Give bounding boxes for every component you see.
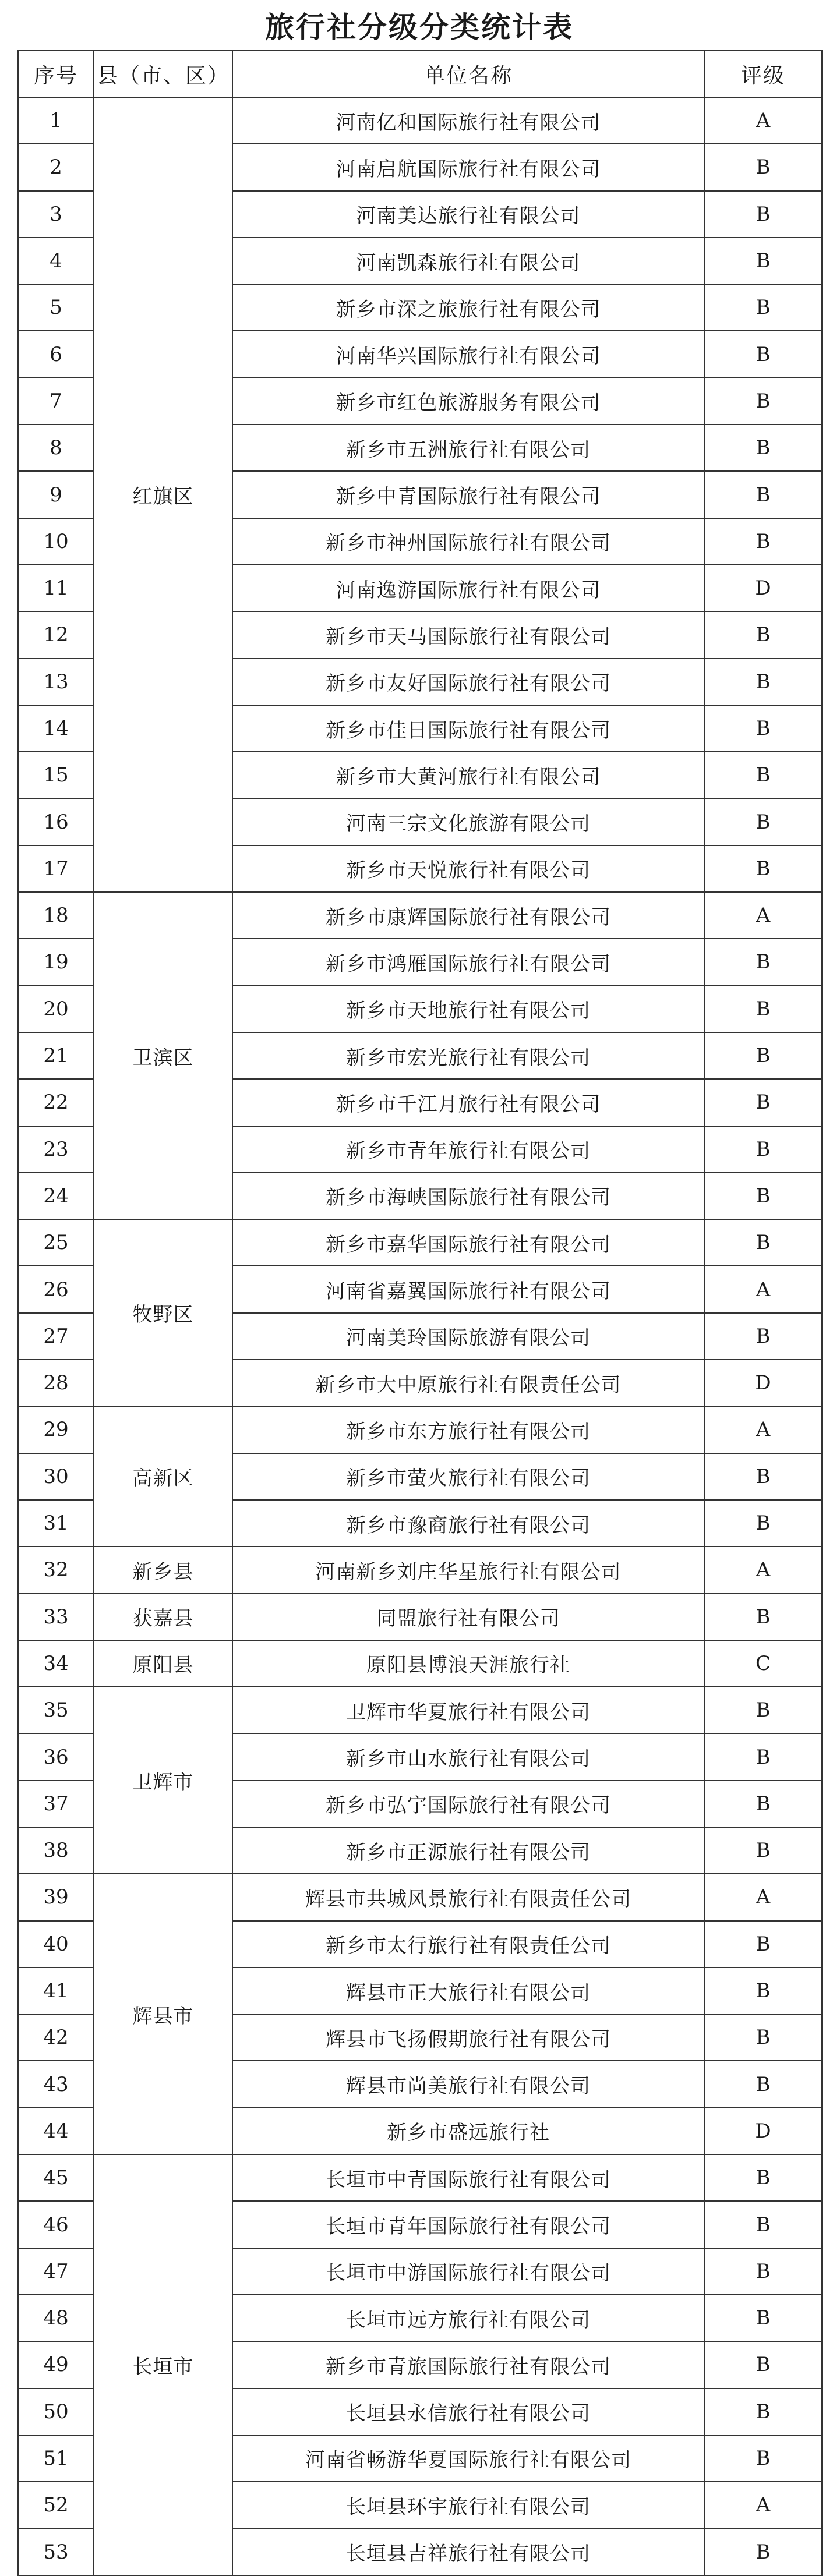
row-number: 19 (18, 939, 94, 985)
table-row (18, 2154, 822, 2201)
row-number: 26 (18, 1266, 94, 1312)
grade-cell: A (704, 892, 822, 939)
header-row (18, 51, 822, 97)
grade-cell: B (704, 1687, 822, 1733)
grade-cell: B (704, 1173, 822, 1219)
agency-name: 新乡市宏光旅行社有限公司 (232, 1032, 704, 1079)
agency-name: 卫辉市华夏旅行社有限公司 (232, 1687, 704, 1733)
agency-name: 长垣县环宇旅行社有限公司 (232, 2482, 704, 2528)
header-name: 单位名称 (232, 51, 704, 97)
county-cell: 新乡县 (94, 1547, 232, 1593)
row-number: 3 (18, 191, 94, 238)
table-row (18, 892, 822, 939)
table-row (18, 1874, 822, 1920)
county-cell: 原阳县 (94, 1640, 232, 1687)
row-number: 38 (18, 1827, 94, 1874)
county-cell: 长垣市 (94, 2154, 232, 2575)
grade-cell: B (704, 1733, 822, 1780)
grade-cell: B (704, 845, 822, 892)
row-number: 49 (18, 2341, 94, 2388)
grade-cell: C (704, 1640, 822, 1687)
county-cell: 牧野区 (94, 1219, 232, 1406)
grade-cell: B (704, 2248, 822, 2295)
agency-name: 新乡市千江月旅行社有限公司 (232, 1079, 704, 1126)
agency-name: 长垣县永信旅行社有限公司 (232, 2389, 704, 2435)
grade-cell: B (704, 1827, 822, 1874)
grade-cell: B (704, 1079, 822, 1126)
grade-cell: B (704, 2061, 822, 2107)
grade-cell: B (704, 2201, 822, 2248)
agency-name: 新乡市天悦旅行社有限公司 (232, 845, 704, 892)
table-title: 旅行社分级分类统计表 (265, 10, 574, 44)
row-number: 45 (18, 2154, 94, 2201)
grade-cell: B (704, 2528, 822, 2575)
row-number: 40 (18, 1921, 94, 1968)
grade-cell: B (704, 471, 822, 518)
agency-name: 河南省嘉翼国际旅行社有限公司 (232, 1266, 704, 1312)
table-row (18, 1640, 822, 1687)
agency-name: 新乡市五洲旅行社有限公司 (232, 424, 704, 471)
agency-name: 新乡市山水旅行社有限公司 (232, 1733, 704, 1780)
grade-cell: B (704, 1219, 822, 1266)
row-number: 28 (18, 1360, 94, 1406)
grade-cell: B (704, 611, 822, 658)
row-number: 11 (18, 565, 94, 611)
agency-name: 河南新乡刘庄华星旅行社有限公司 (232, 1547, 704, 1593)
agency-name: 新乡市正源旅行社有限公司 (232, 1827, 704, 1874)
row-number: 29 (18, 1406, 94, 1453)
agency-name: 新乡市大中原旅行社有限责任公司 (232, 1360, 704, 1406)
agency-name: 新乡市友好国际旅行社有限公司 (232, 659, 704, 705)
grade-cell: A (704, 2482, 822, 2528)
row-number: 1 (18, 97, 94, 144)
table-row (18, 1687, 822, 1733)
row-number: 44 (18, 2108, 94, 2154)
grade-cell: B (704, 378, 822, 424)
grade-cell: A (704, 1547, 822, 1593)
grade-cell: D (704, 565, 822, 611)
grade-cell: A (704, 97, 822, 144)
agency-name: 新乡市弘宇国际旅行社有限公司 (232, 1781, 704, 1827)
grade-cell: B (704, 2154, 822, 2201)
grade-cell: B (704, 518, 822, 565)
row-number: 16 (18, 798, 94, 845)
grade-cell: B (704, 424, 822, 471)
row-number: 15 (18, 752, 94, 798)
grade-cell: A (704, 1266, 822, 1312)
row-number: 24 (18, 1173, 94, 1219)
row-number: 22 (18, 1079, 94, 1126)
row-number: 5 (18, 284, 94, 331)
table-body (18, 97, 822, 2575)
table-header (18, 51, 822, 97)
grade-cell: B (704, 659, 822, 705)
table-row (18, 1547, 822, 1593)
agency-name: 同盟旅行社有限公司 (232, 1594, 704, 1640)
agency-name: 河南美玲国际旅游有限公司 (232, 1313, 704, 1360)
agency-name: 河南亿和国际旅行社有限公司 (232, 97, 704, 144)
row-number: 30 (18, 1453, 94, 1500)
agency-name: 新乡市康辉国际旅行社有限公司 (232, 892, 704, 939)
row-number: 21 (18, 1032, 94, 1079)
row-number: 4 (18, 238, 94, 284)
row-number: 9 (18, 471, 94, 518)
agency-name: 新乡市红色旅游服务有限公司 (232, 378, 704, 424)
row-number: 8 (18, 424, 94, 471)
row-number: 52 (18, 2482, 94, 2528)
grade-cell: A (704, 1406, 822, 1453)
grade-cell: B (704, 798, 822, 845)
row-number: 46 (18, 2201, 94, 2248)
grade-cell: B (704, 2341, 822, 2388)
agency-name: 河南启航国际旅行社有限公司 (232, 144, 704, 190)
agency-name: 河南三宗文化旅游有限公司 (232, 798, 704, 845)
row-number: 17 (18, 845, 94, 892)
row-number: 10 (18, 518, 94, 565)
row-number: 42 (18, 2014, 94, 2061)
agency-name: 新乡市太行旅行社有限责任公司 (232, 1921, 704, 1968)
agency-name: 新乡市青旅国际旅行社有限公司 (232, 2341, 704, 2388)
agency-name: 新乡市海峡国际旅行社有限公司 (232, 1173, 704, 1219)
row-number: 35 (18, 1687, 94, 1733)
row-number: 2 (18, 144, 94, 190)
row-number: 37 (18, 1781, 94, 1827)
grade-cell: B (704, 939, 822, 985)
agency-name: 河南美达旅行社有限公司 (232, 191, 704, 238)
row-number: 13 (18, 659, 94, 705)
grade-cell: B (704, 1313, 822, 1360)
county-cell: 卫辉市 (94, 1687, 232, 1874)
agency-name: 长垣市青年国际旅行社有限公司 (232, 2201, 704, 2248)
county-cell: 高新区 (94, 1406, 232, 1547)
row-number: 43 (18, 2061, 94, 2107)
row-number: 50 (18, 2389, 94, 2435)
grade-cell: B (704, 1032, 822, 1079)
agency-name: 辉县市尚美旅行社有限公司 (232, 2061, 704, 2107)
agency-name: 新乡市青年旅行社有限公司 (232, 1126, 704, 1173)
grade-cell: B (704, 1968, 822, 2014)
row-number: 33 (18, 1594, 94, 1640)
grade-cell: B (704, 752, 822, 798)
table-row (18, 1219, 822, 1266)
grade-cell: B (704, 1594, 822, 1640)
table-row (18, 1406, 822, 1453)
grade-cell: B (704, 705, 822, 752)
statistics-table (17, 50, 823, 2576)
agency-name: 河南华兴国际旅行社有限公司 (232, 331, 704, 377)
agency-name: 长垣市中游国际旅行社有限公司 (232, 2248, 704, 2295)
agency-name: 新乡市盛远旅行社 (232, 2108, 704, 2154)
row-number: 48 (18, 2295, 94, 2341)
row-number: 36 (18, 1733, 94, 1780)
grade-cell: B (704, 1126, 822, 1173)
agency-name: 新乡市神州国际旅行社有限公司 (232, 518, 704, 565)
table-row (18, 1594, 822, 1640)
row-number: 51 (18, 2435, 94, 2482)
header-no: 序号 (18, 51, 94, 97)
grade-cell: D (704, 2108, 822, 2154)
header-county: 县（市、区） (94, 51, 232, 97)
header-grade: 评级 (704, 51, 822, 97)
grade-cell: B (704, 284, 822, 331)
grade-cell: B (704, 1453, 822, 1500)
row-number: 27 (18, 1313, 94, 1360)
agency-name: 辉县市正大旅行社有限公司 (232, 1968, 704, 2014)
agency-name: 河南省畅游华夏国际旅行社有限公司 (232, 2435, 704, 2482)
county-cell: 红旗区 (94, 97, 232, 892)
grade-cell: B (704, 1500, 822, 1547)
agency-name: 新乡市豫商旅行社有限公司 (232, 1500, 704, 1547)
grade-cell: B (704, 2435, 822, 2482)
grade-cell: B (704, 2014, 822, 2061)
grade-cell: D (704, 1360, 822, 1406)
row-number: 7 (18, 378, 94, 424)
row-number: 32 (18, 1547, 94, 1593)
agency-name: 河南凯森旅行社有限公司 (232, 238, 704, 284)
agency-name: 河南逸游国际旅行社有限公司 (232, 565, 704, 611)
agency-name: 新乡市天地旅行社有限公司 (232, 986, 704, 1032)
county-cell: 辉县市 (94, 1874, 232, 2154)
grade-cell: B (704, 1781, 822, 1827)
row-number: 31 (18, 1500, 94, 1547)
row-number: 41 (18, 1968, 94, 2014)
agency-name: 新乡中青国际旅行社有限公司 (232, 471, 704, 518)
grade-cell: B (704, 2389, 822, 2435)
grade-cell: A (704, 1874, 822, 1920)
row-number: 23 (18, 1126, 94, 1173)
agency-name: 新乡市深之旅旅行社有限公司 (232, 284, 704, 331)
agency-name: 新乡市东方旅行社有限公司 (232, 1406, 704, 1453)
agency-name: 长垣市远方旅行社有限公司 (232, 2295, 704, 2341)
row-number: 53 (18, 2528, 94, 2575)
row-number: 34 (18, 1640, 94, 1687)
agency-name: 新乡市嘉华国际旅行社有限公司 (232, 1219, 704, 1266)
grade-cell: B (704, 144, 822, 190)
row-number: 18 (18, 892, 94, 939)
county-cell: 卫滨区 (94, 892, 232, 1219)
grade-cell: B (704, 191, 822, 238)
grade-cell: B (704, 331, 822, 377)
agency-name: 原阳县博浪天涯旅行社 (232, 1640, 704, 1687)
row-number: 25 (18, 1219, 94, 1266)
row-number: 14 (18, 705, 94, 752)
table-row (18, 97, 822, 144)
agency-name: 新乡市鸿雁国际旅行社有限公司 (232, 939, 704, 985)
agency-name: 新乡市佳日国际旅行社有限公司 (232, 705, 704, 752)
row-number: 12 (18, 611, 94, 658)
agency-name: 辉县市飞扬假期旅行社有限公司 (232, 2014, 704, 2061)
grade-cell: B (704, 986, 822, 1032)
agency-name: 辉县市共城风景旅行社有限责任公司 (232, 1874, 704, 1920)
row-number: 47 (18, 2248, 94, 2295)
county-cell: 获嘉县 (94, 1594, 232, 1640)
row-number: 6 (18, 331, 94, 377)
agency-name: 新乡市天马国际旅行社有限公司 (232, 611, 704, 658)
grade-cell: B (704, 1921, 822, 1968)
agency-name: 新乡市萤火旅行社有限公司 (232, 1453, 704, 1500)
agency-name: 长垣县吉祥旅行社有限公司 (232, 2528, 704, 2575)
row-number: 20 (18, 986, 94, 1032)
agency-name: 长垣市中青国际旅行社有限公司 (232, 2154, 704, 2201)
agency-name: 新乡市大黄河旅行社有限公司 (232, 752, 704, 798)
grade-cell: B (704, 238, 822, 284)
grade-cell: B (704, 2295, 822, 2341)
row-number: 39 (18, 1874, 94, 1920)
